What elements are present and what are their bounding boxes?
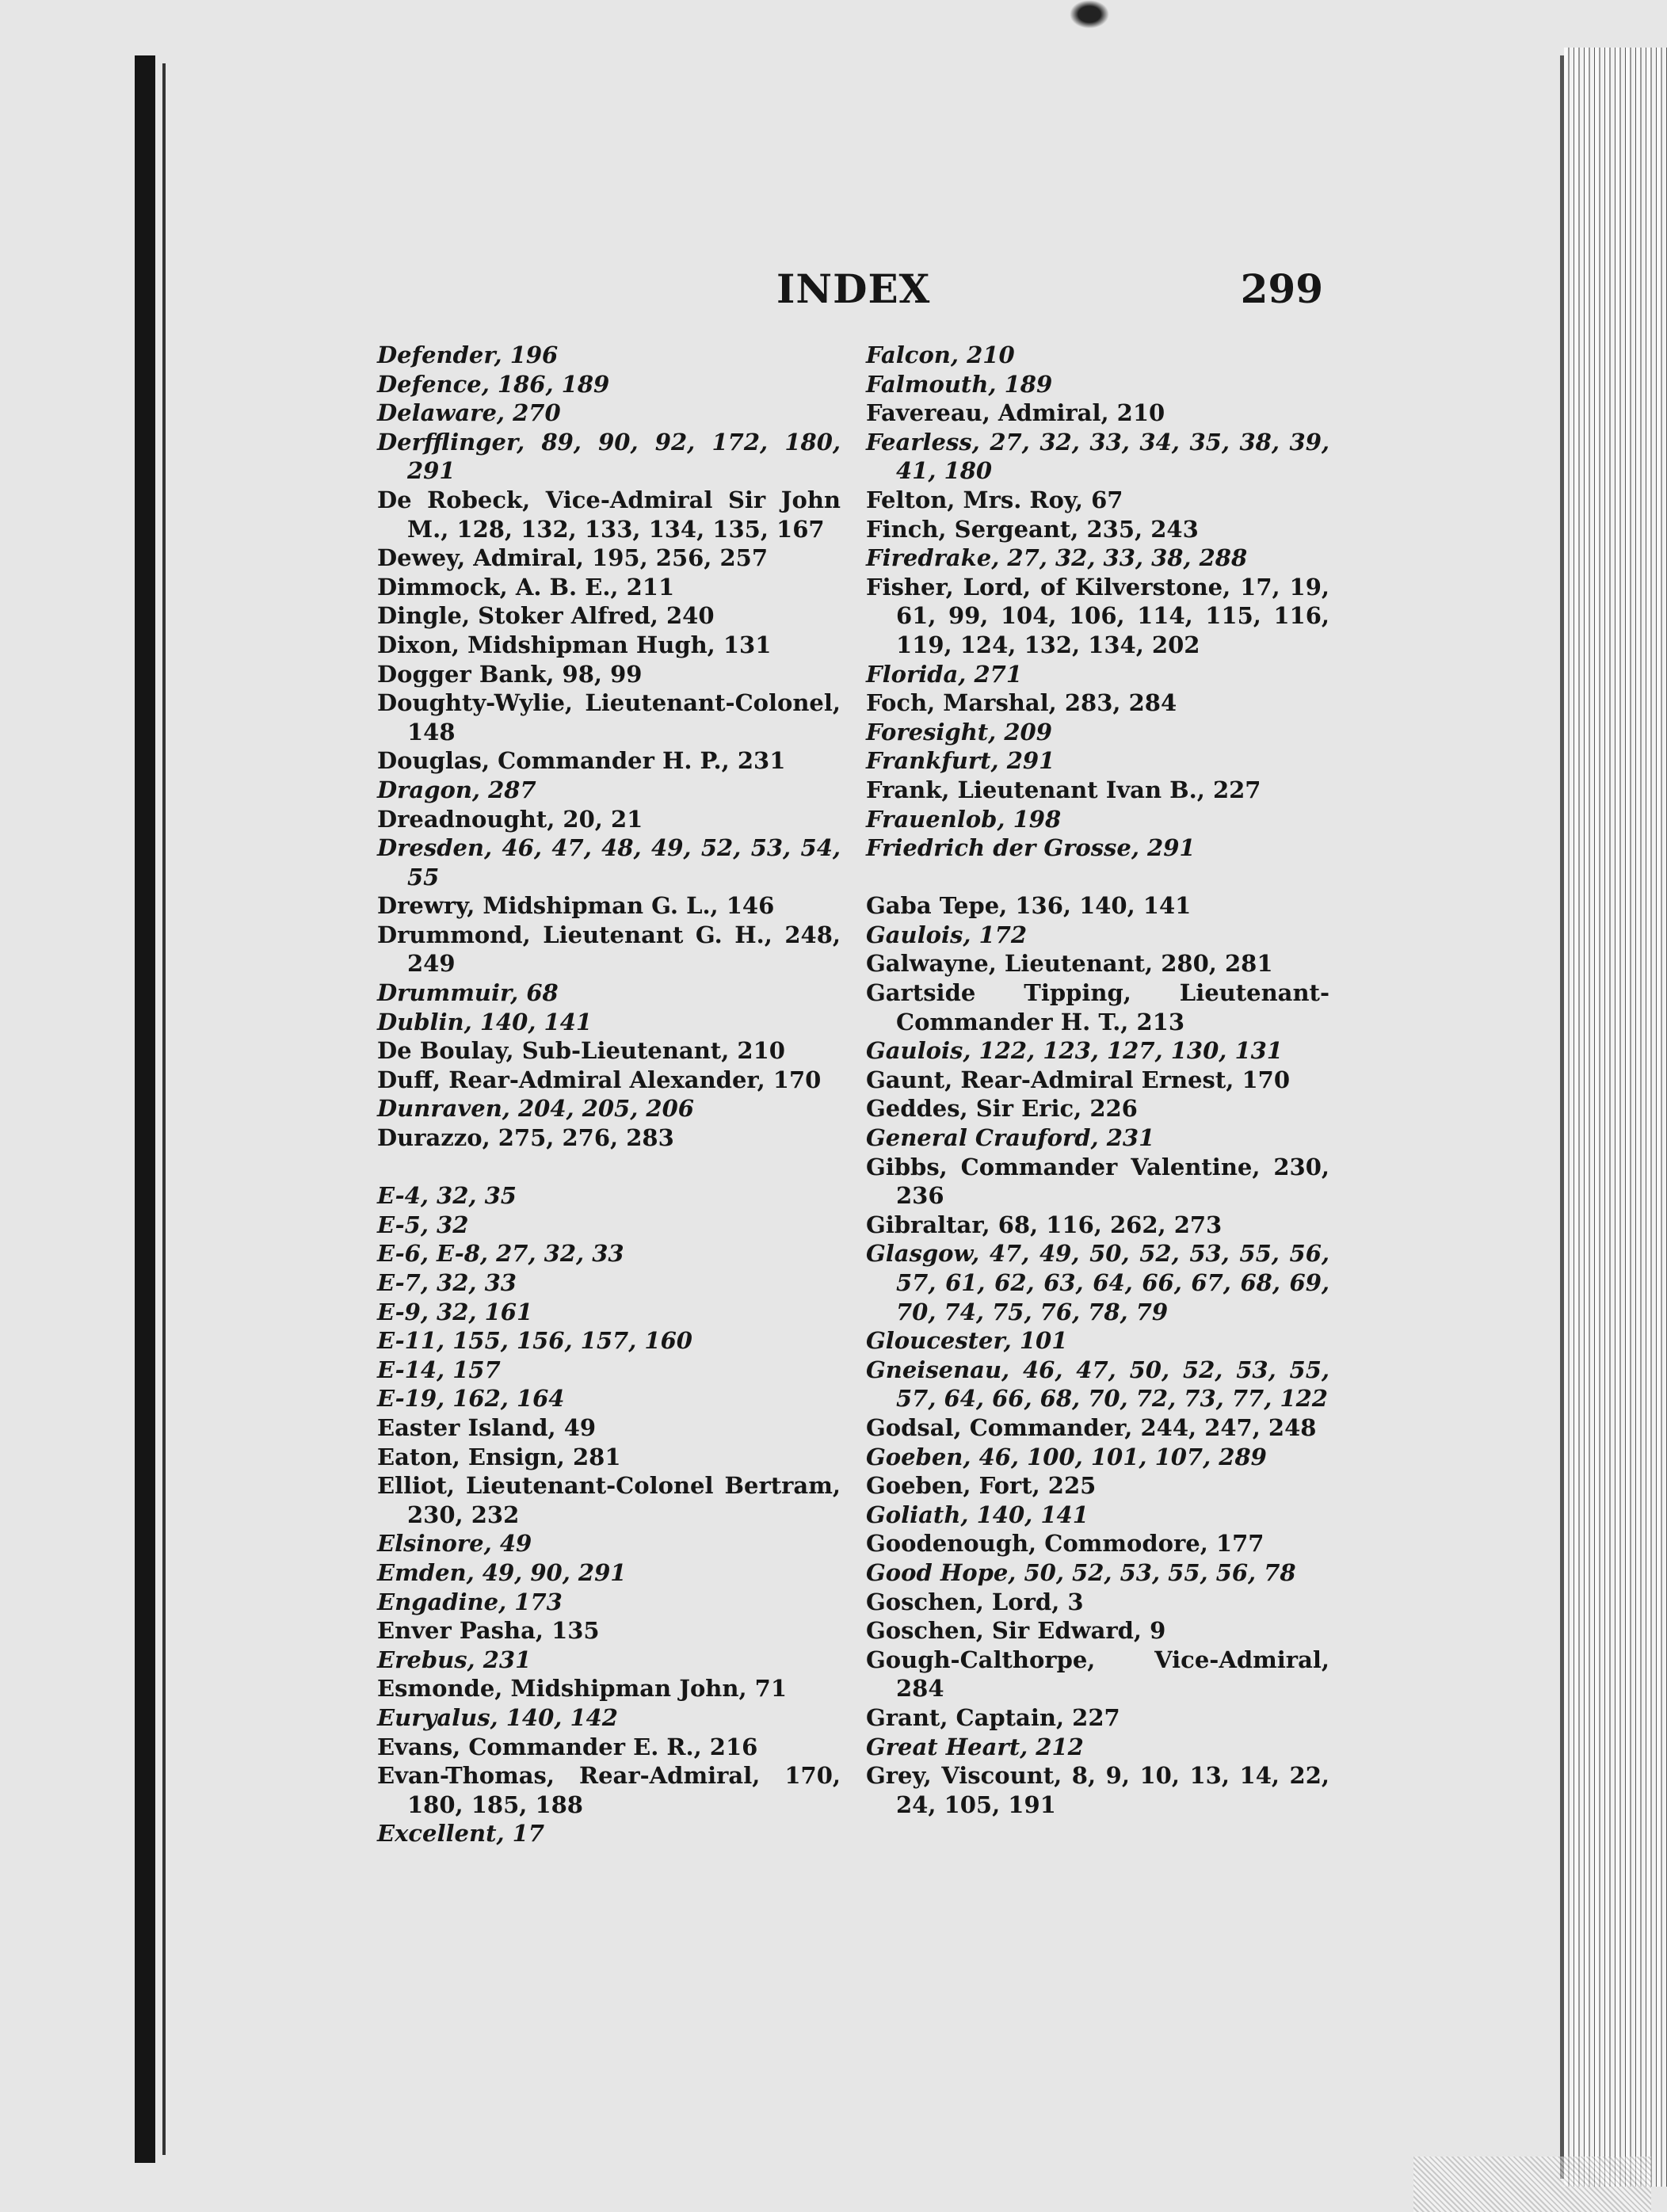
index-entry-text: Frank, Lieutenant Ivan B., 227 [866, 776, 1261, 803]
section-gap [377, 1153, 841, 1182]
index-entry [866, 891, 1329, 921]
index-entry [377, 1443, 841, 1472]
index-entry [377, 776, 841, 805]
index-entry-text: E-9, 32, 161 [377, 1298, 533, 1325]
index-entry [866, 688, 1329, 718]
index-entry [377, 1558, 841, 1588]
index-column-left [377, 341, 841, 1848]
index-entry [866, 399, 1329, 428]
index-entry [377, 341, 841, 370]
index-entry-text: Dewey, Admiral, 195, 256, 257 [377, 544, 769, 572]
index-entry [377, 1819, 841, 1848]
index-entry-text: Gough-Calthorpe, Vice-Admiral, 284 [866, 1646, 1329, 1703]
index-entry-text: Grey, Viscount, 8, 9, 10, 13, 14, 22, 24, 105, 191 [866, 1762, 1329, 1818]
index-entry-text: Goschen, Lord, 3 [866, 1588, 1084, 1615]
index-entry [866, 428, 1329, 486]
index-entry-text: De Boulay, Sub-Lieutenant, 210 [377, 1037, 785, 1065]
index-entry-text: Good Hope, 50, 52, 53, 55, 56, 78 [866, 1558, 1296, 1586]
index-entry [377, 1268, 841, 1298]
index-entry [866, 1211, 1329, 1240]
index-entry [866, 573, 1329, 660]
index-entry [377, 1413, 841, 1443]
index-entry-text: Delaware, 270 [377, 399, 561, 427]
index-entry [866, 1036, 1329, 1066]
index-entry-text: Elliot, Lieutenant-Colonel Bertram, 230, 232 [377, 1472, 841, 1528]
index-entry [866, 718, 1329, 747]
index-entry-text: Drewry, Midshipman G. L., 146 [377, 892, 775, 920]
index-entry [377, 1674, 841, 1703]
index-entry-text: Drummuir, 68 [377, 979, 559, 1007]
index-entry-text: Dingle, Stoker Alfred, 240 [377, 602, 715, 630]
index-entry [866, 1443, 1329, 1472]
index-entry-text: Elsinore, 49 [377, 1530, 532, 1558]
index-entry-text: Defender, 196 [377, 341, 559, 368]
index-entry [866, 486, 1329, 515]
index-entry-text: Foch, Marshal, 283, 284 [866, 689, 1177, 717]
index-entry-text: Dublin, 140, 141 [377, 1008, 593, 1035]
index-entry-text: Fearless, 27, 32, 33, 34, 35, 38, 39, 41, 180 [866, 428, 1329, 485]
index-entry [866, 1094, 1329, 1123]
index-entry [377, 1616, 841, 1646]
index-entry [377, 805, 841, 834]
index-entry-text: Dreadnought, 20, 21 [377, 805, 643, 833]
index-entry [377, 399, 841, 428]
index-entry-text: Frauenlob, 198 [866, 805, 1062, 833]
index-entry-text: Dixon, Midshipman Hugh, 131 [377, 631, 772, 658]
index-entry-text: Engadine, 173 [377, 1588, 563, 1615]
index-entry-text: Emden, 49, 90, 291 [377, 1558, 627, 1586]
index-entry [866, 1558, 1329, 1588]
index-entry-text: Finch, Sergeant, 235, 243 [866, 515, 1199, 543]
index-entry [377, 1066, 841, 1095]
index-entry-text: Duff, Rear-Admiral Alexander, 170 [377, 1066, 822, 1093]
index-entry [377, 1703, 841, 1733]
index-entry [377, 891, 841, 921]
index-entry-text: Friedrich der Grosse, 291 [866, 834, 1196, 862]
index-entry-text: Gibbs, Commander Valentine, 230, 236 [866, 1153, 1329, 1210]
binding-line [162, 63, 166, 2155]
index-entry-text: Gaunt, Rear-Admiral Ernest, 170 [866, 1066, 1290, 1093]
index-entry-text: E-4, 32, 35 [377, 1182, 517, 1210]
index-entry-text: Gartside Tipping, Lieutenant-Commander H. T., 213 [866, 979, 1329, 1035]
index-entry [866, 949, 1329, 978]
index-entry [377, 1761, 841, 1819]
index-entry-text: Evans, Commander E. R., 216 [377, 1733, 758, 1760]
index-entry [377, 1384, 841, 1413]
index-entry-text: Felton, Mrs. Roy, 67 [866, 486, 1123, 513]
index-entry [377, 1008, 841, 1037]
index-entry [377, 1181, 841, 1211]
index-entry-text: E-14, 157 [377, 1356, 501, 1383]
index-entry-text: Dragon, 287 [377, 776, 536, 803]
index-column-right [866, 341, 1329, 1819]
index-entry [866, 1761, 1329, 1819]
index-entry [377, 1239, 841, 1268]
index-entry [866, 805, 1329, 834]
index-entry [866, 1326, 1329, 1356]
scan-noise [1413, 2157, 1651, 2212]
index-entry-text: Easter Island, 49 [377, 1413, 597, 1441]
index-entry-text: Eaton, Ensign, 281 [377, 1443, 621, 1470]
index-entry-text: Foresight, 209 [866, 718, 1052, 746]
index-entry [377, 486, 841, 543]
index-entry [377, 1588, 841, 1617]
index-entry-text: Evan-Thomas, Rear-Admiral, 170, 180, 185, 188 [377, 1762, 841, 1818]
index-entry-text: Durazzo, 275, 276, 283 [377, 1124, 674, 1152]
index-entry-text: E-6, E-8, 27, 32, 33 [377, 1240, 624, 1268]
index-entry [377, 833, 841, 891]
index-entry-text: Doughty-Wylie, Lieutenant-Colonel, 148 [377, 689, 841, 746]
index-entry-text: Glasgow, 47, 49, 50, 52, 53, 55, 56, 57, 61, 62, 63, 64, 66, 67, 68, 69, 70, 74, 75, 76, 78, 79 [866, 1240, 1329, 1325]
index-entry [866, 370, 1329, 399]
index-entry [866, 341, 1329, 370]
index-entry [377, 746, 841, 776]
index-entry-text: Goschen, Sir Edward, 9 [866, 1617, 1166, 1645]
index-entry [866, 1123, 1329, 1153]
index-entry-text: Goodenough, Commodore, 177 [866, 1530, 1265, 1558]
index-entry [377, 921, 841, 978]
index-entry-text: E-19, 162, 164 [377, 1385, 565, 1413]
index-entry [866, 833, 1329, 863]
index-entry-text: Derfflinger, 89, 90, 92, 172, 180, 291 [377, 428, 841, 485]
index-entry [866, 1153, 1329, 1211]
page-title: INDEX [776, 265, 931, 312]
index-entry-text: E-5, 32 [377, 1211, 469, 1238]
index-entry-text: Florida, 271 [866, 660, 1023, 688]
index-entry-text: Favereau, Admiral, 210 [866, 399, 1165, 427]
index-entry-text: Excellent, 17 [377, 1820, 545, 1848]
index-entry-text: General Crauford, 231 [866, 1124, 1155, 1152]
section-gap [866, 863, 1329, 892]
index-entry [866, 1588, 1329, 1617]
index-entry [377, 1298, 841, 1327]
index-entry [866, 1529, 1329, 1558]
index-entry-text: De Robeck, Vice-Admiral Sir John M., 128, 132, 133, 134, 135, 167 [377, 486, 841, 543]
index-entry [377, 1471, 841, 1529]
index-entry [866, 776, 1329, 805]
index-entry [377, 1211, 841, 1240]
index-entry [866, 1501, 1329, 1530]
index-entry-text: Erebus, 231 [377, 1646, 532, 1673]
index-entry-text: Defence, 186, 189 [377, 370, 610, 398]
index-entry-text: Gaba Tepe, 136, 140, 141 [866, 892, 1192, 920]
page-header [380, 265, 1323, 321]
index-entry [866, 660, 1329, 689]
index-entry [377, 428, 841, 486]
index-entry [377, 370, 841, 399]
index-entry-text: Dunraven, 204, 205, 206 [377, 1095, 694, 1123]
index-entry [866, 921, 1329, 950]
index-entry-text: Gneisenau, 46, 47, 50, 52, 53, 55, 57, 64, 66, 68, 70, 72, 73, 77, 122 [866, 1356, 1329, 1413]
index-entry-text: Dresden, 46, 47, 48, 49, 52, 53, 54, 55 [377, 834, 841, 891]
binding-shadow [135, 55, 155, 2163]
index-entry [377, 1036, 841, 1066]
index-entry [866, 1066, 1329, 1095]
index-entry [377, 688, 841, 746]
index-entry [866, 1413, 1329, 1443]
index-entry [866, 746, 1329, 776]
index-entry-text: Gaulois, 122, 123, 127, 130, 131 [866, 1037, 1283, 1065]
index-entry [866, 1646, 1329, 1703]
index-entry [866, 1471, 1329, 1501]
index-entry-text: Grant, Captain, 227 [866, 1703, 1120, 1731]
index-entry-text: Gloucester, 101 [866, 1327, 1068, 1355]
scan-artifact [1070, 0, 1109, 29]
index-entry [377, 543, 841, 573]
index-entry-text: Esmonde, Midshipman John, 71 [377, 1675, 788, 1703]
index-entry [377, 660, 841, 689]
index-entry-text: Goeben, Fort, 225 [866, 1472, 1097, 1500]
index-entry-text: Great Heart, 212 [866, 1733, 1084, 1760]
index-entry-text: E-7, 32, 33 [377, 1269, 517, 1296]
index-entry-text: Falmouth, 189 [866, 370, 1053, 398]
index-entry [377, 601, 841, 631]
index-entry-text: Dogger Bank, 98, 99 [377, 660, 643, 688]
index-entry-text: Gaulois, 172 [866, 921, 1028, 948]
index-entry [866, 1703, 1329, 1733]
index-entry [866, 1239, 1329, 1326]
index-entry-text: Enver Pasha, 135 [377, 1617, 600, 1645]
index-entry [377, 1094, 841, 1123]
page-number: 299 [1240, 265, 1323, 312]
index-entry-text: Fisher, Lord, of Kilverstone, 17, 19, 61, 99, 104, 106, 114, 115, 116, 119, 124, 132, 134, 202 [866, 573, 1329, 658]
index-entry-text: Firedrake, 27, 32, 33, 38, 288 [866, 544, 1248, 572]
index-entry [377, 631, 841, 660]
index-entry-text: Drummond, Lieutenant G. H., 248, 249 [377, 921, 841, 978]
index-entry-text: Euryalus, 140, 142 [377, 1703, 618, 1731]
index-entry-text: Godsal, Commander, 244, 247, 248 [866, 1413, 1317, 1441]
index-entry-text: Falcon, 210 [866, 341, 1015, 368]
index-entry [377, 573, 841, 602]
index-entry-text: Goeben, 46, 100, 101, 107, 289 [866, 1443, 1267, 1470]
index-entry [377, 1529, 841, 1558]
index-entry-text: Goliath, 140, 141 [866, 1501, 1089, 1528]
index-entry-text: Douglas, Commander H. P., 231 [377, 747, 786, 775]
index-entry-text: Galwayne, Lieutenant, 280, 281 [866, 950, 1273, 978]
page-stack-edge [1564, 48, 1667, 2187]
index-entry [377, 1326, 841, 1356]
index-entry [866, 978, 1329, 1036]
index-entry [866, 515, 1329, 544]
index-entry [377, 1646, 841, 1675]
index-entry-text: Geddes, Sir Eric, 226 [866, 1095, 1138, 1123]
index-entry-text: Frankfurt, 291 [866, 747, 1055, 775]
index-entry-text: Dimmock, A. B. E., 211 [377, 573, 675, 601]
index-entry [377, 978, 841, 1008]
index-entry-text: E-11, 155, 156, 157, 160 [377, 1327, 692, 1355]
index-entry [866, 1616, 1329, 1646]
index-entry [866, 543, 1329, 573]
index-entry [377, 1733, 841, 1762]
index-entry [377, 1123, 841, 1153]
index-entry [866, 1733, 1329, 1762]
index-entry [377, 1356, 841, 1385]
index-entry [866, 1356, 1329, 1413]
index-entry-text: Gibraltar, 68, 116, 262, 273 [866, 1211, 1223, 1238]
